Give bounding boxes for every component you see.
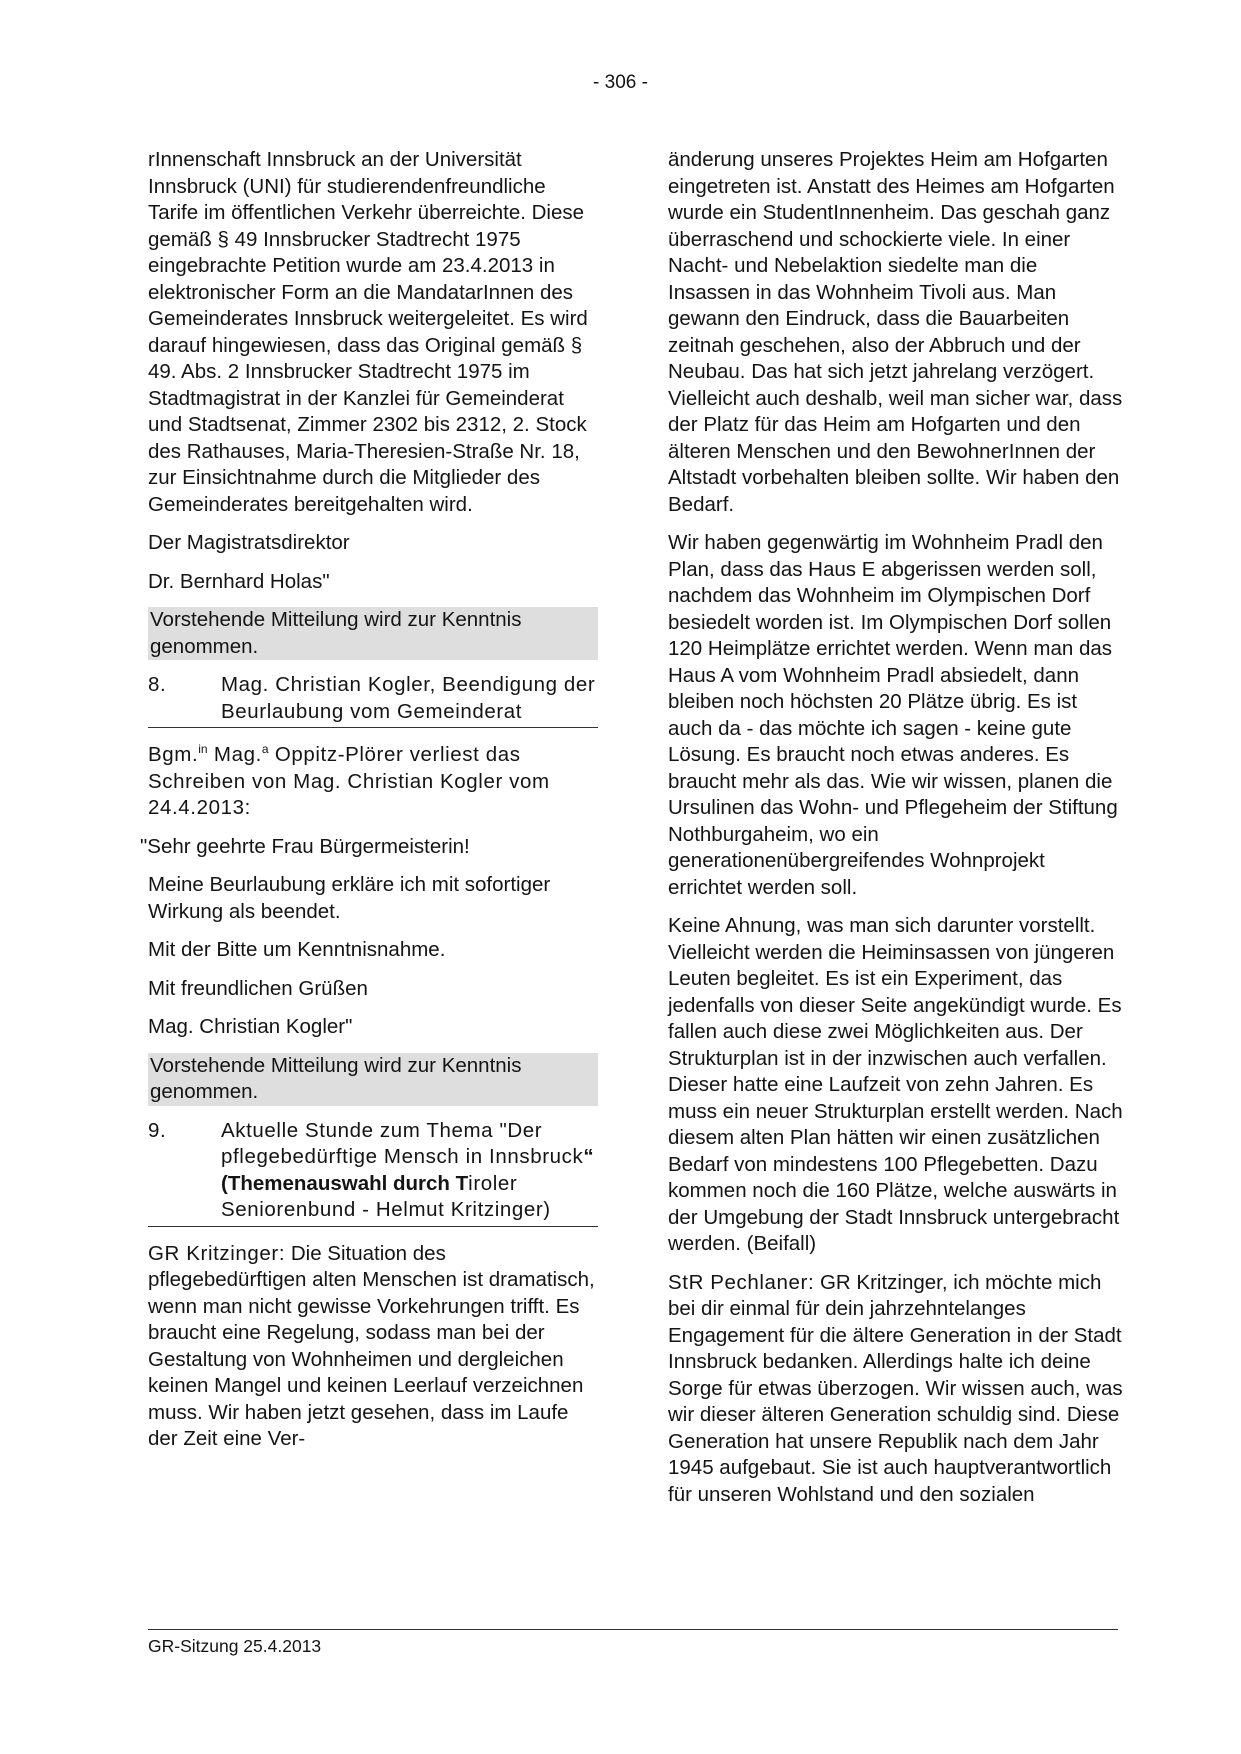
right-column	[668, 147, 1123, 1520]
agenda-item-title-part: Aktuelle Stunde zum Thema "Der pflegebedürftige Mensch in Innsbruck	[221, 1118, 584, 1168]
agenda-item-title	[221, 1118, 598, 1224]
page-number: - 306 -	[593, 72, 648, 93]
agenda-item-8	[148, 672, 598, 728]
letter-signature: Mag. Christian Kogler"	[148, 1015, 353, 1038]
speech-kritzinger	[148, 1241, 598, 1453]
speaker-name: GR Kritzinger:	[148, 1241, 286, 1265]
letter-request: Mit der Bitte um Kenntnisnahme.	[148, 938, 446, 961]
agenda-item-number: 9.	[148, 1118, 167, 1142]
agenda-item-title-part: iroler Seniorenbund - Helmut Kritzinger)	[221, 1171, 551, 1221]
speech-paragraph: Keine Ahnung, was man sich darunter vorstellt. Vielleicht werden die Heiminsassen von jüngeren Leuten begleitet. Es ist ein Experiment, das jedenfalls von dieser Seite angekündigt wurde. Es fallen auch diese zwei Möglichkeiten aus. Der Strukturplan ist in der inzwischen auch verfallen. Dieser hatte eine Laufzeit von zehn Jahren. Es muss ein neuer Strukturplan erstellt werden. Nach diesem alten Plan hätten wir einen zusätzlichen Bedarf von mindestens 100 Pflegebetten. Dazu kommen noch die 160 Plätze, welche auswärts in der Umgebung der Stadt Innsbruck untergebracht werden. (Beifall)	[668, 914, 1123, 1255]
signature-role: Der Magistratsdirektor	[148, 531, 350, 554]
left-column	[140, 147, 598, 1465]
reader-degree: Mag.	[207, 743, 262, 766]
notice-box: Vorstehende Mitteilung wird zur Kenntnis genommen.	[148, 1053, 598, 1106]
agenda-item-number: 8.	[148, 673, 167, 696]
signature-name: Dr. Bernhard Holas"	[148, 569, 330, 593]
reader-text: Oppitz-Plörer verliest das Schreiben von Mag. Christian Kogler vom 24.4.2013:	[148, 743, 550, 819]
agenda-item-9	[148, 1118, 598, 1227]
speech-pechlaner	[668, 1270, 1123, 1509]
speaker-name: StR Pechlaner:	[668, 1270, 815, 1294]
letter-body: Meine Beurlaubung erkläre ich mit sofortiger Wirkung als beendet.	[148, 873, 551, 923]
speech-paragraph: Wir haben gegenwärtig im Wohnheim Pradl den Plan, dass das Haus E abgerissen werden soll, nachdem das Wohnheim im Olympischen Dorf besiedelt worden ist. Im Olympischen Dorf sollen 120 Heimplätze errichtet werden. Wenn man das Haus A vom Wohnheim Pradl absiedelt, dann bleiben noch höchsten 20 Plätze übrig. Es ist auch da - das möchte ich sagen - keine gute Lösung. Es braucht noch etwas anderes. Es braucht mehr als das. Wie wir wissen, planen die Ursulinen das Wohn- und Pflegeheim der Stiftung Nothburgaheim, wo ein generationenübergreifendes Wohnprojekt errichtet werden soll.	[668, 531, 1118, 899]
intro-paragraph: rInnenschaft Innsbruck an der Universität Innsbruck (UNI) für studierendenfreundliche Tarife im öffentlichen Verkehr überreichte. Diese gemäß § 49 Innsbrucker Stadtrecht 1975 eingebrachte Petition wurde am 23.4.2013 in elektronischer Form an die MandatarInnen des Gemeinderates Innsbruck weitergeleitet. Es wird darauf hingewiesen, dass das Original gemäß § 49. Abs. 2 Innsbrucker Stadtrecht 1975 im Stadtmagistrat in der Kanzlei für Gemeinderat und Stadtsenat, Zimmer 2302 bis 2312, 2. Stock des Rathauses, Maria-Theresien-Straße Nr. 18, zur Einsichtnahme durch die Mitglieder des Gemeinderates bereitgehalten wird.	[148, 148, 588, 516]
speech-text: GR Kritzinger, ich möchte mich bei dir einmal für dein jahrzehntelanges Engagement für die ältere Generation in der Stadt Innsbruck bedanken. Allerdings halte ich deine Sorge für etwas überzogen. Wir wissen auch, was wir dieser älteren Generation schuldig sind. Diese Generation hat unsere Republik nach dem Jahr 1945 aufgebaut. Sie ist auch hauptverantwortlich für unseren Wohlstand und den sozialen	[668, 1270, 1123, 1506]
reader-paragraph	[148, 742, 598, 822]
reader-title-sup: in	[198, 742, 208, 756]
speech-continuation: änderung unseres Projektes Heim am Hofgarten eingetreten ist. Anstatt des Heimes am Hofgarten wurde ein StudentInnenheim. Das geschah ganz überraschend und schockierte viele. In einer Nacht- und Nebelaktion siedelte man die Insassen in das Wohnheim Tivoli aus. Man gewann den Eindruck, dass die Bauarbeiten zeitnah geschehen, also der Abbruch und der Neubau. Das hat sich jetzt jahrelang verzögert. Vielleicht auch deshalb, weil man sicher war, dass der Platz für das Heim am Hofgarten und den älteren Menschen und den BewohnerInnen der Altstadt vorbehalten bleiben sollte. Wir haben den Bedarf.	[668, 148, 1123, 516]
reader-title: Bgm.	[148, 743, 199, 766]
notice-box: Vorstehende Mitteilung wird zur Kenntnis genommen.	[148, 607, 598, 660]
agenda-item-title-bold: “ (Themenauswahl durch T	[221, 1145, 594, 1195]
reader-degree-sup: a	[261, 742, 269, 756]
letter-closing: Mit freundlichen Grüßen	[148, 976, 368, 1000]
footer-divider	[148, 1629, 1118, 1630]
footer-session-date: GR-Sitzung 25.4.2013	[148, 1636, 322, 1656]
speech-text: Die Situation des pflegebedürftigen alten Menschen ist dramatisch, wenn man nicht gewisse Vorkehrungen trifft. Es braucht eine Regelung, sodass man bei der Gestaltung von Wohnheimen und dergleichen keinen Mangel und keinen Leerlauf verzeichnen muss. Wir haben jetzt gesehen, dass im Laufe der Zeit eine Ver-	[148, 1241, 595, 1450]
agenda-item-title: Mag. Christian Kogler, Beendigung der Beurlaubung vom Gemeinderat	[221, 673, 596, 723]
letter-salutation: "Sehr geehrte Frau Bürgermeisterin!	[140, 834, 470, 858]
